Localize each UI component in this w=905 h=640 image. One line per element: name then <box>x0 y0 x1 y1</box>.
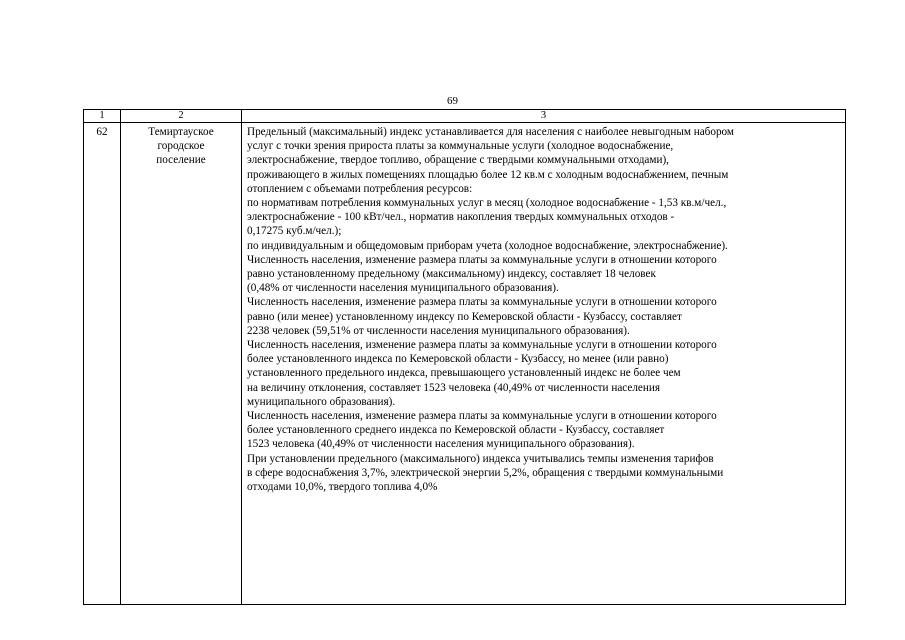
description-line: равно (или менее) установленному индексу по Кемеровской области - Кузбассу, составляет <box>247 310 682 323</box>
description-line: проживающего в жилых помещениях площадью более 12 кв.м с холодным водоснабжением, печным <box>247 168 729 181</box>
description-line: 2238 человек (59,51% от численности населения муниципального образования). <box>247 324 630 337</box>
column-header-2: 2 <box>121 110 242 123</box>
description-line: услуг с точки зрения прироста платы за коммунальные услуги (холодное водоснабжение, <box>247 140 674 153</box>
description-line: равно установленному предельному (максимальному) индексу, составляет 18 человек <box>247 268 656 281</box>
description-line: При установлении предельного (максимального) индекса учитывались темпы изменения тарифов <box>247 452 714 465</box>
municipality-name-line: Темиртауское <box>148 126 214 138</box>
description-line: электроснабжение - 100 кВт/чел., норматив накопления твердых коммунальных отходов - <box>247 211 675 224</box>
description-line: муниципального образования). <box>247 395 396 408</box>
row-number-cell: 62 <box>84 123 121 605</box>
column-header-3: 3 <box>242 110 846 123</box>
page-number: 69 <box>447 95 458 107</box>
description-line: 1523 человека (40,49% от численности населения муниципального образования). <box>247 438 635 451</box>
table-row <box>84 123 846 605</box>
description-cell <box>242 123 846 605</box>
description-line: Численность населения, изменение размера платы за коммунальные услуги в отношении которого <box>247 296 717 309</box>
municipality-name-line: поселение <box>156 154 206 167</box>
description-line: Предельный (максимальный) индекс устанавливается для населения с наиболее невыгодным набором <box>247 126 734 138</box>
description-line: Численность населения, изменение размера платы за коммунальные услуги в отношении которого <box>247 339 717 352</box>
description-line: на величину отклонения, составляет 1523 человека (40,49% от численности населения <box>247 381 661 394</box>
description-line: по индивидуальным и общедомовым приборам учета (холодное водоснабжение, электроснабжение). <box>247 239 728 252</box>
description-line: (0,48% от численности населения муниципального образования). <box>247 282 559 295</box>
description-line: 0,17275 куб.м/чел.); <box>247 225 342 238</box>
description-line: по нормативам потребления коммунальных услуг в месяц (холодное водоснабжение - 1,53 кв.м/чел., <box>247 197 727 210</box>
description-line: более установленного индекса по Кемеровской области - Кузбассу, но менее (или равно) <box>247 353 669 366</box>
column-header-1: 1 <box>84 110 121 123</box>
municipality-name-cell <box>121 123 242 605</box>
table-header-row <box>84 110 846 123</box>
description-line: Численность населения, изменение размера платы за коммунальные услуги в отношении которого <box>247 253 717 266</box>
description-line: в сфере водоснабжения 3,7%, электрической энергии 5,2%, обращения с твердыми коммунальными <box>247 466 724 479</box>
description-line: электроснабжение, твердое топливо, обращение с твердыми коммунальными отходами), <box>247 154 669 167</box>
description-line: установленного предельного индекса, превышающего установленный индекс не более чем <box>247 367 681 380</box>
description-line: более установленного среднего индекса по Кемеровской области - Кузбассу, составляет <box>247 424 665 437</box>
municipality-name-line: городское <box>157 140 205 153</box>
description-line: Численность населения, изменение размера платы за коммунальные услуги в отношении которого <box>247 410 717 423</box>
description-line: отоплением с объемами потребления ресурсов: <box>247 182 473 195</box>
description-line: отходами 10,0%, твердого топлива 4,0% <box>247 481 438 494</box>
tariff-index-table <box>83 109 846 605</box>
